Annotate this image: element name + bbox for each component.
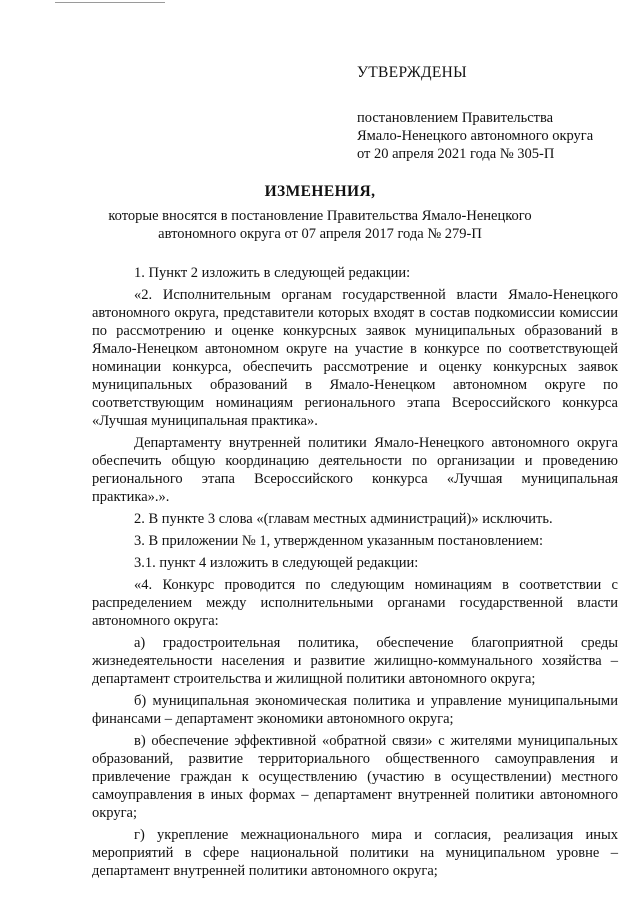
paragraph-nomination-c: в) обеспечение эффективной «обратной связи» с жителями муниципальных образований, развитие территориального общественного самоуправления и привлечение граждан к осуществлению (участию в осуществлении) местного самоуправления в иных формах – департамент внутренней политики автономного округа; [92, 733, 618, 821]
paragraph-nomination-b: б) муниципальная экономическая политика и управление муниципальными финансами – департамент экономики автономного округа; [92, 693, 618, 727]
document-heading [0, 183, 640, 243]
paragraph-clause-4-quote: «4. Конкурс проводится по следующим номинациям в соответствии с распределением между исполнительными органами государственной власти автономного округа: [92, 577, 618, 629]
approval-line-2: Ямало-Ненецкого автономного округа [357, 128, 594, 144]
document-title: ИЗМЕНЕНИЯ, [264, 183, 376, 200]
paragraph-nomination-d: г) укрепление межнационального мира и согласия, реализация иных мероприятий в сфере национальной политики на муниципальном уровне – департамент внутренней политики автономного округа; [92, 827, 618, 879]
top-border-line [55, 2, 165, 3]
paragraph-department-coordination: Департаменту внутренней политики Ямало-Ненецкого автономного округа обеспечить общую координацию деятельности по организации и проведению регионального этапа Всероссийского конкурса «Лучшая муниципальная практика».». [92, 435, 618, 505]
document-subtitle-line-1: которые вносятся в постановление Правительства Ямало-Ненецкого [108, 208, 532, 224]
paragraph-item-3-1: 3.1. пункт 4 изложить в следующей редакции: [134, 555, 419, 571]
paragraph-item-3: 3. В приложении № 1, утвержденном указанным постановлением: [134, 533, 543, 549]
approval-block [357, 64, 627, 163]
document-subtitle-line-2: автономного округа от 07 апреля 2017 года № 279-П [158, 226, 482, 242]
approval-line-1: постановлением Правительства [357, 110, 554, 126]
approval-line-3: от 20 апреля 2021 года № 305-П [357, 146, 555, 162]
document-body [92, 264, 618, 884]
paragraph-clause-2-quote: «2. Исполнительным органам государственной власти Ямало-Ненецкого автономного округа, представители которых входят в состав подкомиссии комиссии по рассмотрению и оценке конкурсных заявок муниципальных образований в Ямало-Ненецком автономном округе на участие в конкурсе по соответствующей номинации конкурса, обеспечить рассмотрение и оценку конкурсных заявок муниципальных образований в Ямало-Ненецком автономном округе по соответствующим номинациям регионального этапа Всероссийского конкурса «Лучшая муниципальная практика». [92, 287, 618, 429]
paragraph-nomination-a: а) градостроительная политика, обеспечение благоприятной среды жизнедеятельности населения и развитие жилищно-коммунального хозяйства – департамент строительства и жилищной политики автономного округа; [92, 635, 618, 687]
paragraph-item-1: 1. Пункт 2 изложить в следующей редакции: [134, 265, 411, 281]
approved-label: УТВЕРЖДЕНЫ [357, 64, 467, 81]
paragraph-item-2: 2. В пункте 3 слова «(главам местных администраций)» исключить. [134, 511, 553, 527]
